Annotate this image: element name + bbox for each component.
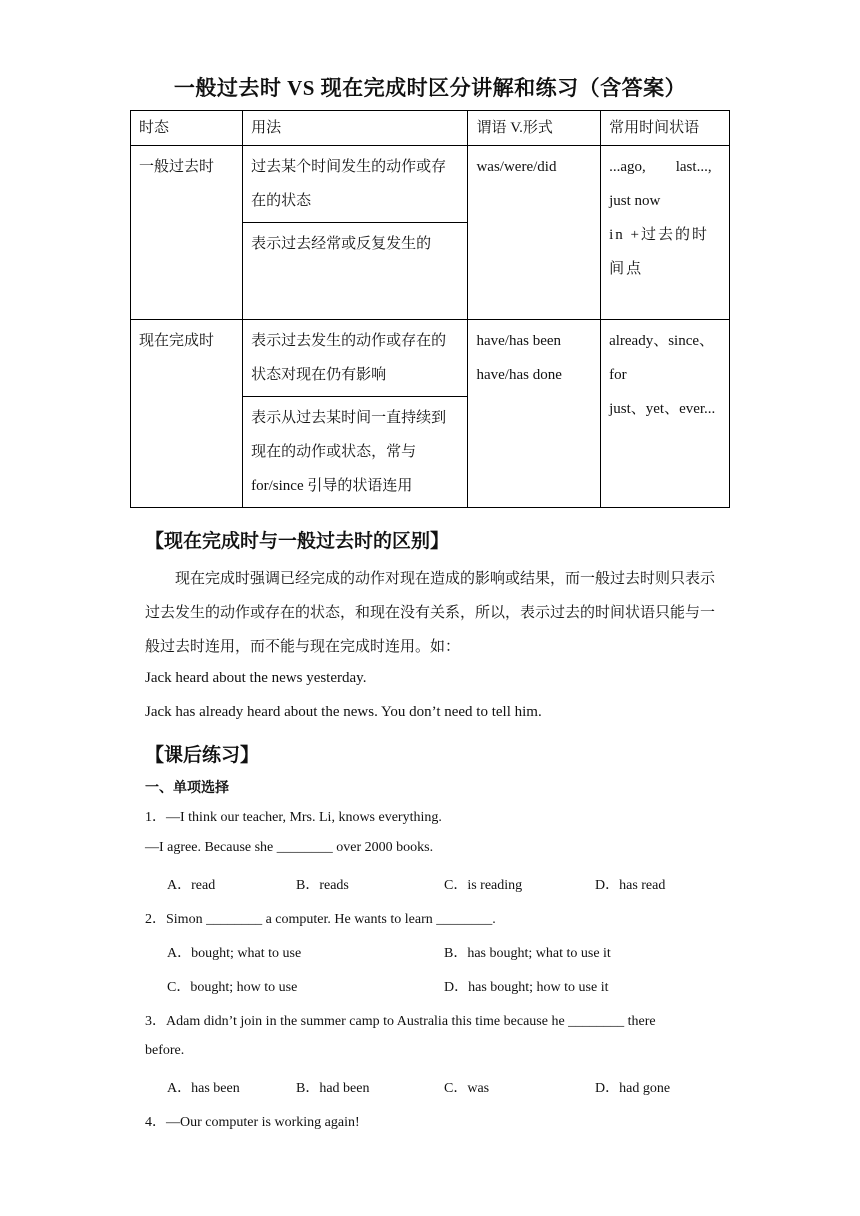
question-3-stem-2: before.: [145, 1043, 185, 1058]
header-adverbial: 常用时间状语: [601, 111, 730, 146]
past-form: was/were/did: [468, 146, 601, 320]
perfect-form-line: have/has done: [476, 367, 562, 383]
question-2-option-b: B．has bought; what to use it: [444, 946, 611, 961]
question-1-option-c: C．is reading: [444, 878, 523, 893]
past-tense-name: 一般过去时: [131, 146, 243, 320]
perfect-form: [468, 320, 601, 508]
question-3-option-a: A．has been: [167, 1081, 240, 1096]
tense-comparison-table: [130, 110, 730, 508]
exercises-heading: 【课后练习】: [145, 745, 260, 766]
question-1-stem-2: —I agree. Because she ________ over 2000 books.: [145, 840, 434, 855]
question-1-option-a: A．read: [167, 878, 216, 893]
table-row: [131, 320, 730, 397]
past-adverbial-line: ...ago, last...,: [609, 159, 712, 175]
example-sentence-2: Jack has already heard about the news. You don’t need to tell him.: [145, 704, 542, 720]
perfect-adverbial-line: already、since、for: [609, 333, 715, 383]
question-2-option-c: C．bought; how to use: [167, 980, 298, 995]
question-2-stem: 2．Simon ________ a computer. He wants to learn ________.: [145, 912, 496, 927]
header-usage: 用法: [243, 111, 468, 146]
question-1-stem: 1．—I think our teacher, Mrs. Li, knows everything.: [145, 810, 442, 825]
difference-text: 现在完成时强调已经完成的动作对现在造成的影响或结果，而一般过去时则只表示过去发生的动作或存在的状态，和现在没有关系，所以，表示过去的时间状语只能与一般过去时连用，而不能与现在完成时连用。如：: [145, 571, 716, 655]
past-adverbial-line: just now: [609, 193, 661, 209]
question-1-option-b: B．reads: [296, 878, 349, 893]
question-3-stem: 3．Adam didn’t join in the summer camp to Australia this time because he ________ there: [145, 1014, 656, 1029]
perfect-tense-name: 现在完成时: [131, 320, 243, 508]
question-2-option-d: D．has bought; how to use it: [444, 980, 609, 995]
perfect-adverbial: [601, 320, 730, 508]
difference-heading: 【现在完成时与一般过去时的区别】: [145, 531, 450, 552]
question-1-option-d: D．has read: [595, 878, 666, 893]
perfect-form-line: have/has been: [476, 333, 562, 349]
table-row: [131, 146, 730, 223]
question-3-option-d: D．had gone: [595, 1081, 671, 1096]
question-3-option-c: C．was: [444, 1081, 490, 1096]
question-3-option-b: B．had been: [296, 1081, 370, 1096]
past-usage-2: 表示过去经常或反复发生的: [243, 223, 468, 320]
past-usage-1: 过去某个时间发生的动作或存在的状态: [243, 146, 468, 223]
past-adverbial: [601, 146, 730, 320]
example-sentence-1: Jack heard about the news yesterday.: [145, 670, 367, 686]
perfect-usage-1: 表示过去发生的动作或存在的状态对现在仍有影响: [243, 320, 468, 397]
question-4-stem: 4．—Our computer is working again!: [145, 1115, 360, 1130]
page-title: 一般过去时 VS 现在完成时区分讲解和练习（含答案）: [173, 76, 687, 100]
table-header-row: [131, 111, 730, 146]
header-form: 谓语 V.形式: [468, 111, 601, 146]
perfect-adverbial-line: just、yet、ever...: [609, 401, 716, 417]
perfect-usage-2: 表示从过去某时间一直持续到现在的动作或状态，常与 for/since 引导的状语连用: [243, 397, 468, 508]
question-2-option-a: A．bought; what to use: [167, 946, 302, 961]
header-tense: 时态: [131, 111, 243, 146]
section-title: 一、单项选择: [145, 781, 229, 796]
past-adverbial-line: in +过去的时间点: [609, 227, 709, 277]
